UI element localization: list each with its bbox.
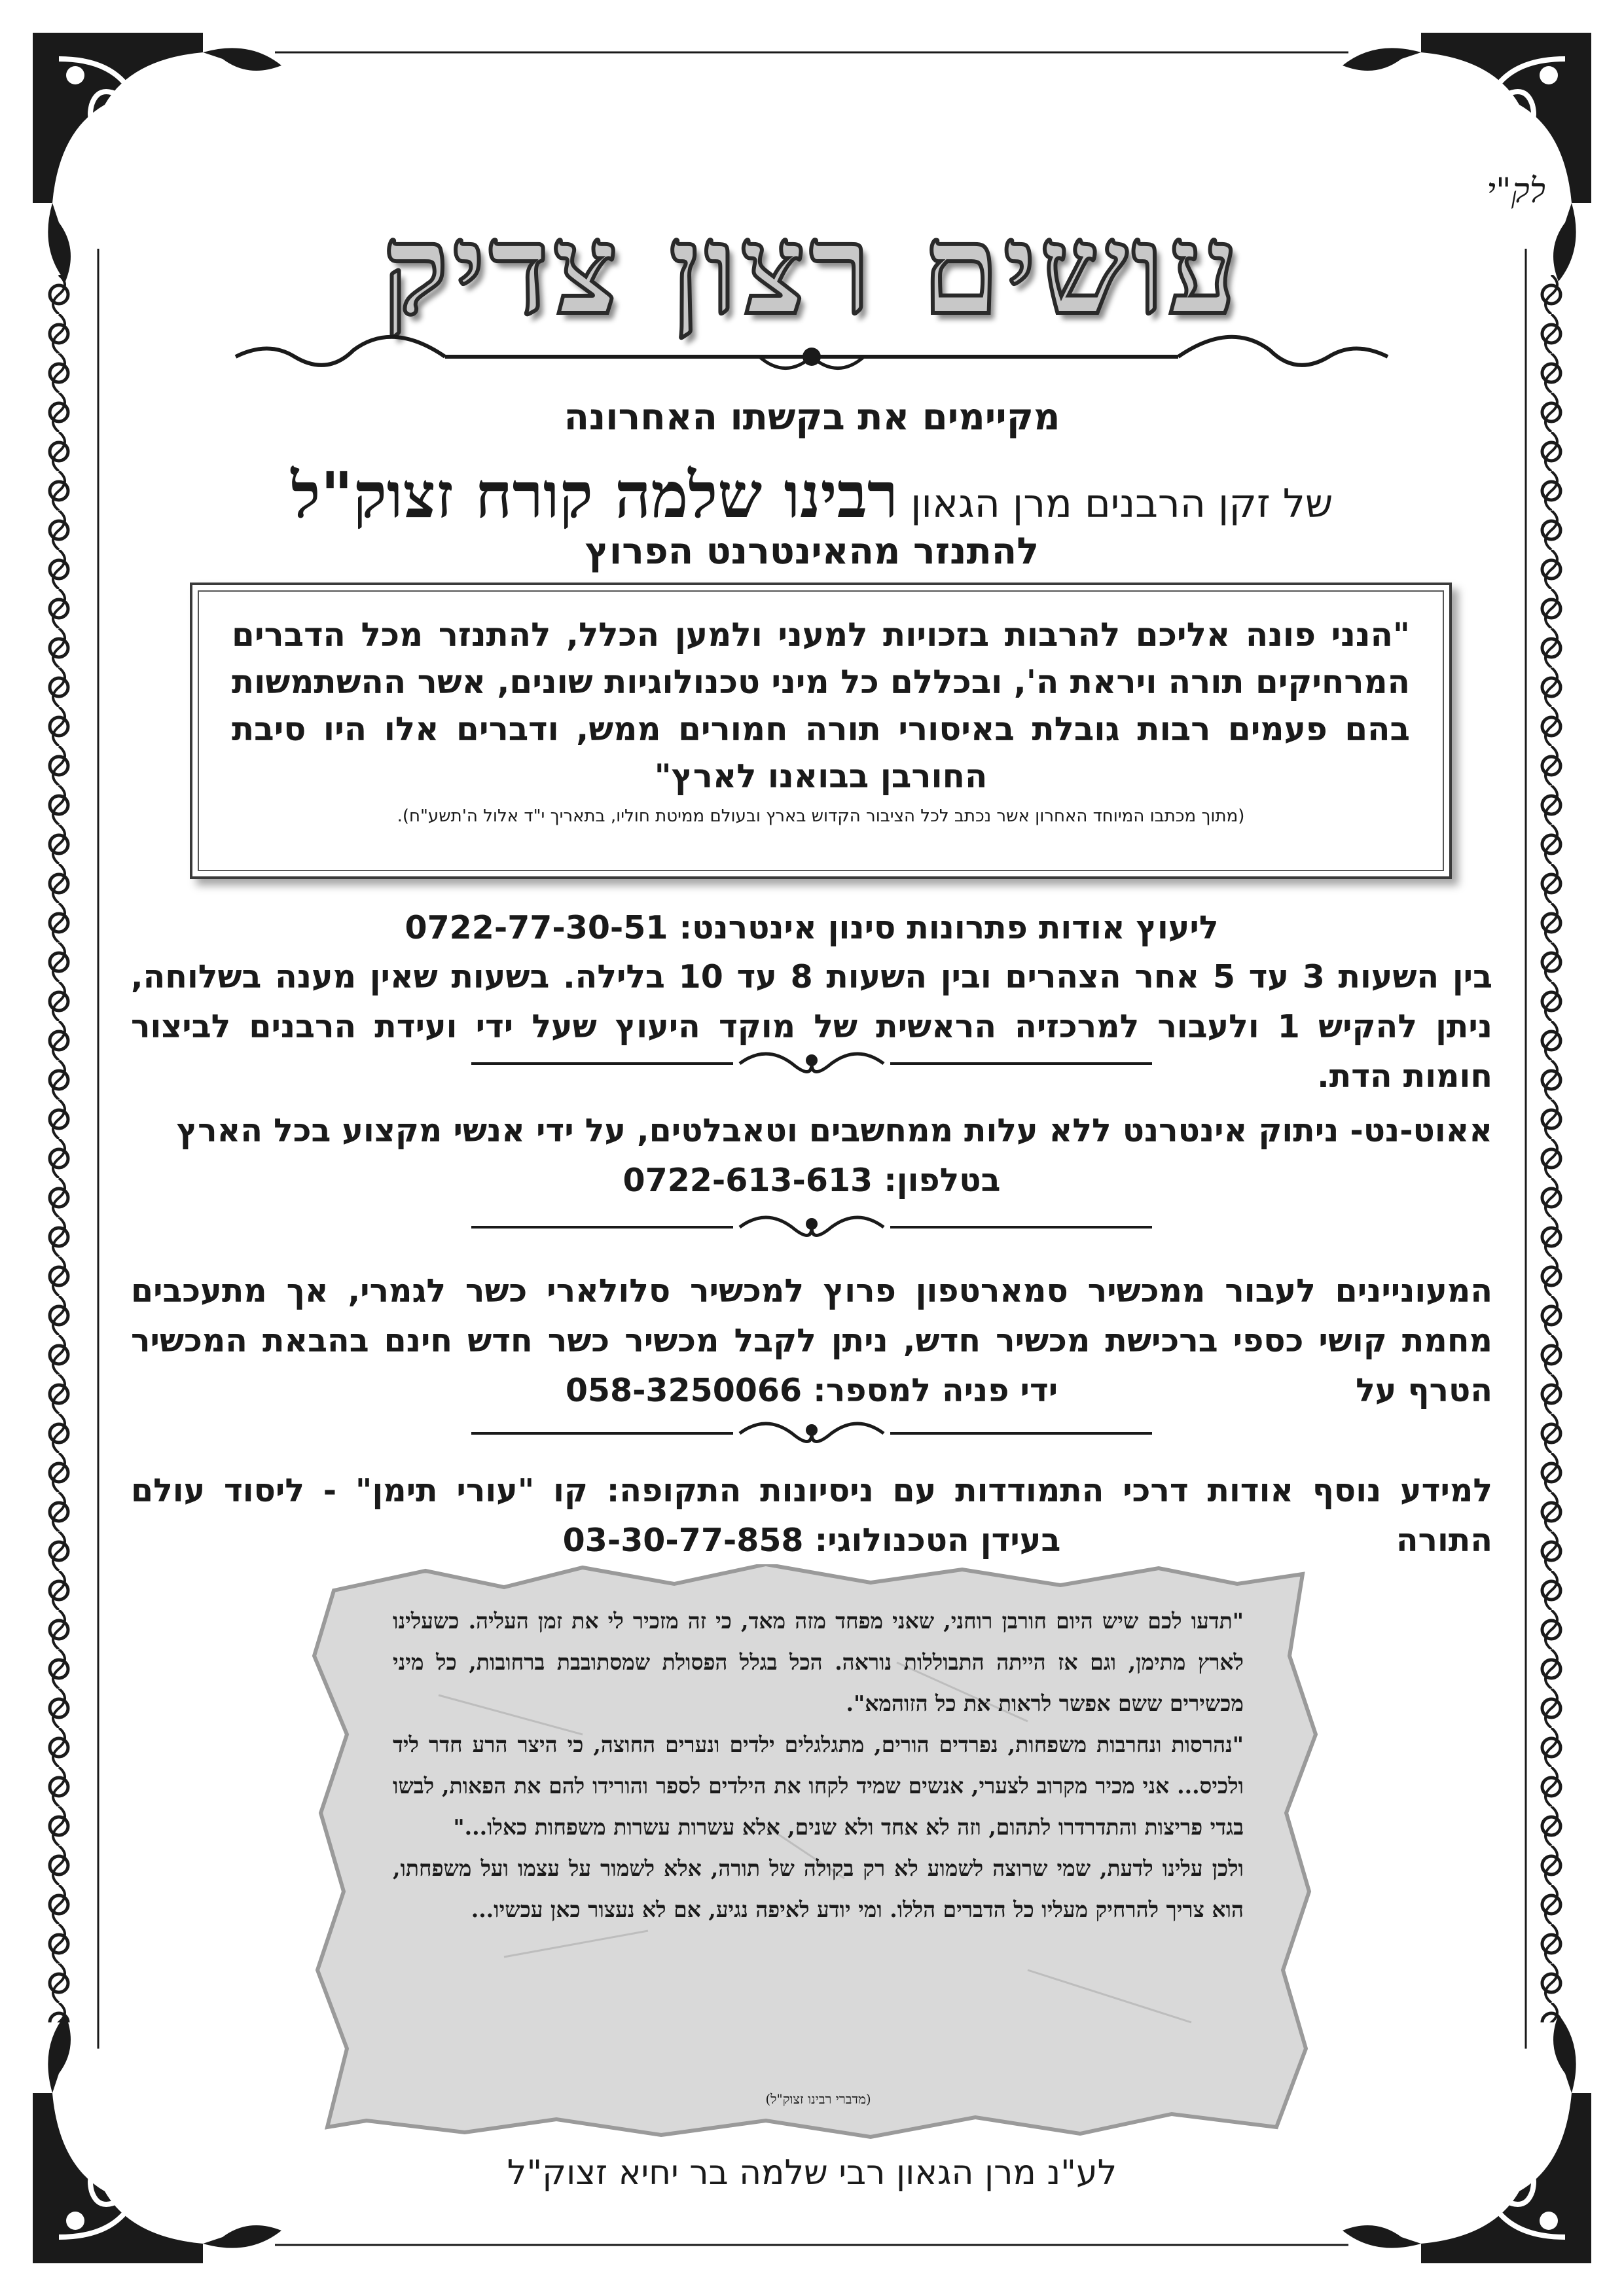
paper-paragraph-2: "נהרסות ונחרבות משפחות, נפרדים הורים, מתגלגלים ילדים ונערים החוצה, כי היצר הרע חדר ליד ולכיס... אני מכיר מקרוב לצערי, אנשים שמיד לקחו את הילדים לספר והורידו להם את הפאות, לבשו בגדי פריצות והתדרדרו לתהום, וזה לא אחד ולא שנים, אלא עשרות עשרות משפחות כאלו..."	[393, 1732, 1244, 1840]
quote-text: "הנני פונה אליכם להרבות בזכויות למעני ולמען הכלל, להתנזר מכל הדברים המרחיקים תורה ויראת ה', ובכללם כל מיני טכנולוגיות שונים, אשר ההשתמשות בהם פעמים רבות גובלת באיסורי תורה חמורים ממש, ודברים אלו היו סיבת החורבן בבואנו לארץ"	[232, 616, 1410, 795]
outnet-phone: בטלפון: 0722-613-613	[623, 1162, 1001, 1199]
quote-source: (מתוך מכתבו המיוחד האחרון אשר נכתב לכל הציבור הקדוש בארץ ובעולם ממיטת חוליו, בתאריך י"ד אלול ה'תשע"ח).	[397, 806, 1245, 826]
kosher-phone-number: ידי פניה למספר: 058-3250066	[565, 1372, 1058, 1409]
title-flourish	[223, 327, 1401, 386]
paper-paragraph-1: "תדעו לכם שיש היום חורבן רוחני, שאני מפחד מזה מאד, כי זה מזכיר לי את זמן העליה. כשעלינו לארץ מתימן, וגם אז הייתה התבוללות נוראה. הכל בגלל הפסולת שמסתובבת ברחובות, כל מיני מכשירים ששם אפשר לראות את כל הזוהמא".	[393, 1608, 1244, 1716]
rabbi-name: רבינו שלמה קורח זצוק"ל	[291, 458, 899, 532]
filter-consult-hours: בין השעות 3 עד 5 אחר הצהרים ובין השעות 8 עד 10 בלילה. בשעות שאין מענה בשלוחה, ניתן להקיש 1 ולעבור למרכזיה הראשית של מוקד היעוץ שעל ידי ועידת הרבנים לביצור חומות הדת.	[131, 958, 1493, 1095]
paper-source: (מדברי רבינו זצוק"ל)	[765, 2091, 871, 2107]
rabbi-line-2: להתנזר מהאינטרנט הפרוץ	[585, 530, 1039, 573]
dedication-footer: לע"נ מרן הגאון רבי שלמה בר יחיא זצוק"ל	[507, 2153, 1117, 2193]
paper-paragraph-3: ולכן עלינו לדעת, שמי שרוצה לשמוע לא רק בקולה של תורה, אלא לשמור על עצמו ועל משפחתו, הוא צריך להרחיק מעליו כל הדברים הללו. ומי יודע לאיפה נגיע, אם לא נעצור כאן עכשיו...	[393, 1856, 1244, 1922]
subtitle: מקיימים את בקשתו האחרונה	[564, 396, 1060, 439]
corner-ornament-bottom-right	[1343, 2015, 1591, 2263]
kosher-phone-text: המעוניינים לעבור ממכשיר סמארטפון פרוץ למכשיר סלולארי כשר לגמרי, אך מתעכבים מחמת קושי כספי ברכישת מכשיר חדש, ניתן לקבל מכשיר כשר חדש חינם בהבאת המכשיר הטרף על	[131, 1272, 1492, 1409]
filter-consult-line: ליעוץ אודות פתרונות סינון אינטרנט: 0722-77-30-51	[405, 909, 1219, 946]
rabbi-quote-paper	[393, 1600, 1244, 1930]
corner-label: לק"י	[1487, 171, 1545, 211]
page-title: עושים רצון צדיק	[382, 196, 1242, 342]
rabbi-line	[0, 458, 1624, 532]
rabbi-prefix: של זקן הרבנים מרן הגאון	[911, 481, 1333, 527]
divider-2	[471, 1204, 1152, 1250]
quote-box	[190, 583, 1452, 879]
divider-1	[471, 1041, 1152, 1086]
corner-ornament-bottom-left	[33, 2015, 281, 2263]
divider-3	[471, 1410, 1152, 1456]
outnet-text: אאוט-נט- ניתוק אינטרנט ללא עלות ממחשבים וטאבלטים, על ידי אנשי מקצוע בכל הארץ	[176, 1112, 1492, 1149]
info-line-number: בעידן הטכנולוגי: 03-30-77-858	[562, 1522, 1061, 1559]
info-line-text: למידע נוסף אודות דרכי התמודדות עם ניסיונות התקופה: קו "עורי תימן" - ליסוד עולם התורה	[131, 1472, 1492, 1559]
